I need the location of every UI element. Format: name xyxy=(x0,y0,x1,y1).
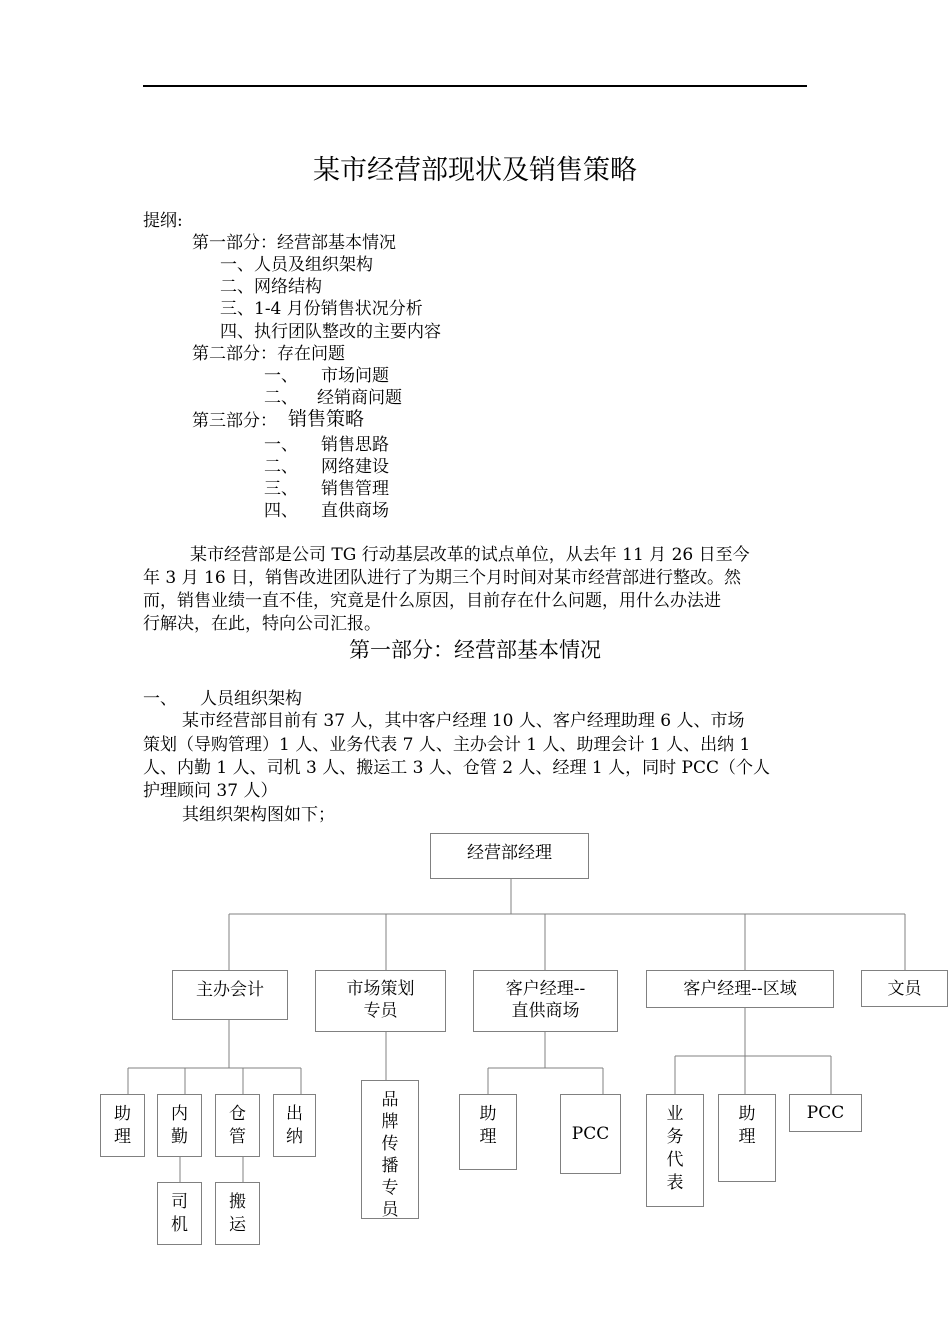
org-box-warehouse xyxy=(215,1094,260,1157)
org-box-region: 客户经理--区域 xyxy=(646,970,834,1008)
org-box-region-pcc: PCC xyxy=(789,1094,862,1132)
org-vtext: 司机 xyxy=(171,1192,188,1235)
org-vtext: 助理 xyxy=(114,1104,131,1147)
outline-part1-item: 三、1-4 月份销售状况分析 xyxy=(220,299,423,319)
outline-part2-text: 市场问题 xyxy=(321,366,389,386)
org-vtext: 出纳 xyxy=(286,1104,303,1147)
outline-part3-title: 销售策略 xyxy=(288,408,365,430)
org-box-line: 直供商场 xyxy=(511,1001,580,1021)
org-vtext: 品牌传播专员 xyxy=(381,1090,399,1219)
outline-part3-prefix: 第三部分： xyxy=(192,411,277,431)
org-box-direct-supply xyxy=(473,970,618,1032)
org-box-office-clerk xyxy=(157,1094,202,1157)
body-line: 护理顾问 37 人） xyxy=(143,781,278,801)
section-heading: 第一部分：经营部基本情况 xyxy=(349,638,601,662)
org-box-clerk: 文员 xyxy=(861,970,948,1007)
org-box-manager: 经营部经理 xyxy=(430,833,589,879)
org-box-assistant xyxy=(100,1094,145,1157)
outline-part1-item: 二、网络结构 xyxy=(220,277,322,297)
org-vtext: 内勤 xyxy=(171,1104,188,1147)
org-box-line: 市场策划 xyxy=(346,979,415,999)
subsection-title: 人员组织架构 xyxy=(200,689,302,709)
outline-part2-text: 经销商问题 xyxy=(317,388,402,408)
body-line: 某市经营部目前有 37 人，其中客户经理 10 人、客户经理助理 6 人、市场 xyxy=(182,711,745,731)
org-box-direct-pcc: PCC xyxy=(560,1094,621,1174)
outline-part3-num: 三、 xyxy=(264,479,298,499)
org-box-planning xyxy=(315,970,446,1032)
outline-part1: 第一部分：经营部基本情况 xyxy=(192,233,396,253)
outline-part3-text: 销售思路 xyxy=(321,435,389,455)
document-title: 某市经营部现状及销售策略 xyxy=(313,155,637,186)
outline-part3-text: 销售管理 xyxy=(321,479,389,499)
outline-part1-item: 四、执行团队整改的主要内容 xyxy=(220,322,441,342)
org-vtext: 仓管 xyxy=(229,1104,246,1147)
outline-part3-num: 四、 xyxy=(264,501,298,521)
outline-part3-num: 一、 xyxy=(264,435,298,455)
org-box-driver xyxy=(157,1182,202,1245)
intro-line: 年 3 月 16 日，销售改进团队进行了为期三个月时间对某市经营部进行整改。然 xyxy=(143,568,742,588)
org-vtext: 业务代表 xyxy=(666,1104,684,1193)
subsection-number: 一、 xyxy=(143,689,177,709)
chart-intro: 其组织架构图如下； xyxy=(182,805,335,825)
outline-part2-num: 一、 xyxy=(264,366,298,386)
org-box-line: 客户经理-- xyxy=(505,979,586,999)
outline-part1-item: 一、人员及组织架构 xyxy=(220,255,373,275)
org-box-direct-assistant xyxy=(459,1094,517,1170)
org-box-sales-rep xyxy=(646,1094,704,1207)
org-vtext: 助理 xyxy=(479,1104,497,1147)
outline-part3-num: 二、 xyxy=(264,457,298,477)
outline-label: 提纲: xyxy=(143,211,183,231)
intro-line: 某市经营部是公司 TG 行动基层改革的试点单位，从去年 11 月 26 日至今 xyxy=(190,545,750,565)
org-vtext: 助理 xyxy=(738,1104,756,1147)
intro-line: 而，销售业绩一直不佳，究竟是什么原因，目前存在什么问题，用什么办法进 xyxy=(143,591,721,611)
org-box-line: 专员 xyxy=(363,1001,398,1021)
body-line: 策划（导购管理）1 人、业务代表 7 人、主办会计 1 人、助理会计 1 人、出纳 1 xyxy=(143,735,751,755)
org-box-cashier xyxy=(273,1094,316,1157)
intro-line: 行解决，在此，特向公司汇报。 xyxy=(143,614,381,634)
outline-part2: 第二部分：存在问题 xyxy=(192,344,345,364)
org-vtext: 搬运 xyxy=(229,1192,246,1235)
outline-part3-text: 直供商场 xyxy=(321,501,389,521)
outline-part2-num: 二、 xyxy=(264,388,298,408)
org-box-porter xyxy=(215,1182,260,1245)
org-box-region-assistant xyxy=(718,1094,776,1182)
org-box-brand-specialist xyxy=(361,1080,419,1219)
body-line: 人、内勤 1 人、司机 3 人、搬运工 3 人、仓管 2 人、经理 1 人，同时 PCC（个人 xyxy=(143,758,770,778)
org-box-accountant: 主办会计 xyxy=(172,970,288,1020)
outline-part3-text: 网络建设 xyxy=(321,457,389,477)
